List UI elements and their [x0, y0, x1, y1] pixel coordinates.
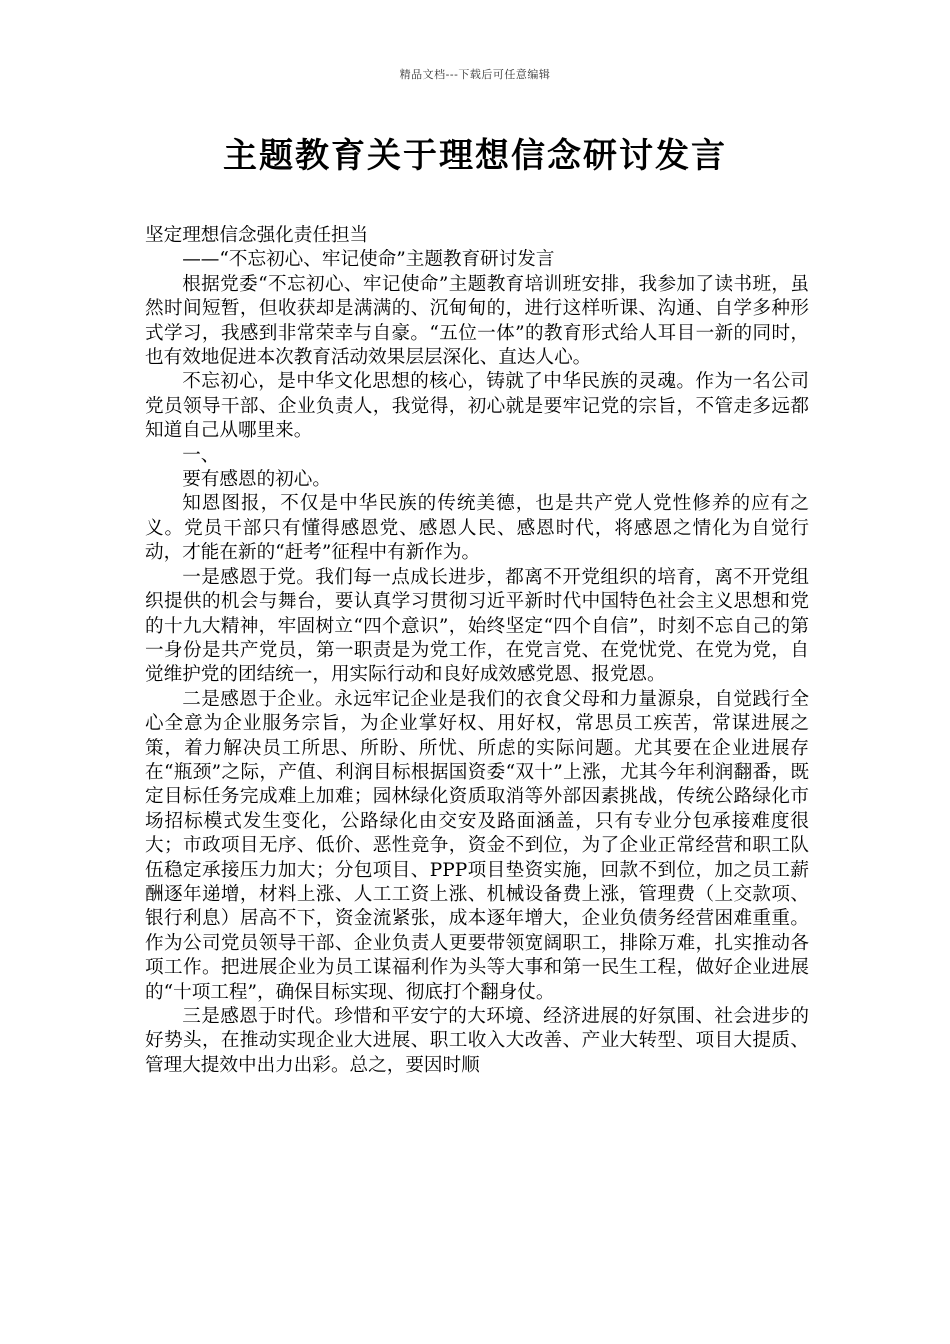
subtitle-line: 坚定理想信念强化责任担当: [145, 225, 369, 246]
paragraph: 二是感恩于企业。永远牢记企业是我们的衣食父母和力量源泉，自觉践行全心全意为企业服务宗旨，为企业掌好权、用好权，常思员工疾苦，常谋进展之策，着力解决员工所思、所盼、所忧、所虑的实际问题。尤其要在企业进展存在“瓶颈”之际，产值、利润目标根据国资委“双十”上涨，尤其今年利润翻番，既定目标任务完成难上加难；园林绿化资质取消等外部因素挑战，传统公路绿化市场招标模式发生变化，公路绿化由交安及路面涵盖，只有专业分包承接难度很大；市政项目无序、低价、恶性竞争，资金不到位，为了企业正常经营和职工队伍稳定承接压力加大；分包项目、PPP项目垫资实施，回款不到位，加之员工薪酬逐年递增，材料上涨、人工工资上涨、机械设备费上涨，管理费（上交款项、银行利息）居高不下，资金流紧张，成本逐年增大，企业负债务经营困难重重。作为公司党员领导干部、企业负责人更要带领宽阔职工，排除万难，扎实推动各项工作。把进展企业为员工谋福利作为头等大事和第一民生工程，做好企业进展的“十项工程”，确保目标实现、彻底打个翻身仗。: [145, 688, 809, 1003]
header-note: 精品文档---下载后可任意编辑: [399, 68, 551, 81]
subtitle-sub-line: ——“不忘初心、牢记使命”主题教育研讨发言: [182, 249, 555, 271]
paragraph: 知恩图报，不仅是中华民族的传统美德，也是共产党人党性修养的应有之义。党员干部只有懂得感恩党、感恩人民、感恩时代，将感恩之情化为自觉行动，才能在新的“赶考”征程中有新作为。: [145, 493, 809, 564]
document-body: [145, 224, 809, 1078]
paragraph: 根据党委“不忘初心、牢记使命”主题教育培训班安排，我参加了读书班，虽然时间短暂，但收获却是满满的、沉甸甸的，进行这样听课、沟通、自学多种形式学习，我感到非常荣幸与自豪。“五位一体”的教育形式给人耳目一新的同时，也有效地促进本次教育活动效果层层深化、直达人心。: [145, 273, 809, 369]
section-heading: 要有感恩的初心。: [182, 469, 331, 491]
document-title: 主题教育关于理想信念研讨发言: [223, 136, 727, 176]
section-number: 一、: [182, 444, 220, 466]
paragraph: 三是感恩于时代。珍惜和平安宁的大环境、经济进展的好氛围、社会进步的好势头，在推动实现企业大进展、职工收入大改善、产业大转型、项目大提质、管理大提效中出力出彩。总之，要因时顺: [145, 1006, 809, 1076]
paragraph: 一是感恩于党。我们每一点成长进步，都离不开党组织的培育，离不开党组织提供的机会与舞台，要认真学习贯彻习近平新时代中国特色社会主义思想和党的十九大精神，牢固树立“四个意识”，始终坚定“四个自信”，时刻不忘自己的第一身份是共产党员，第一职责是为党工作，在党言党、在党忧党、在党为党，自觉维护党的团结统一，用实际行动和良好成效感党恩、报党恩。: [145, 566, 809, 686]
paragraph: 不忘初心，是中华文化思想的核心，铸就了中华民族的灵魂。作为一名公司党员领导干部、企业负责人，我觉得，初心就是要牢记党的宗旨，不管走多远都知道自己从哪里来。: [145, 371, 809, 442]
